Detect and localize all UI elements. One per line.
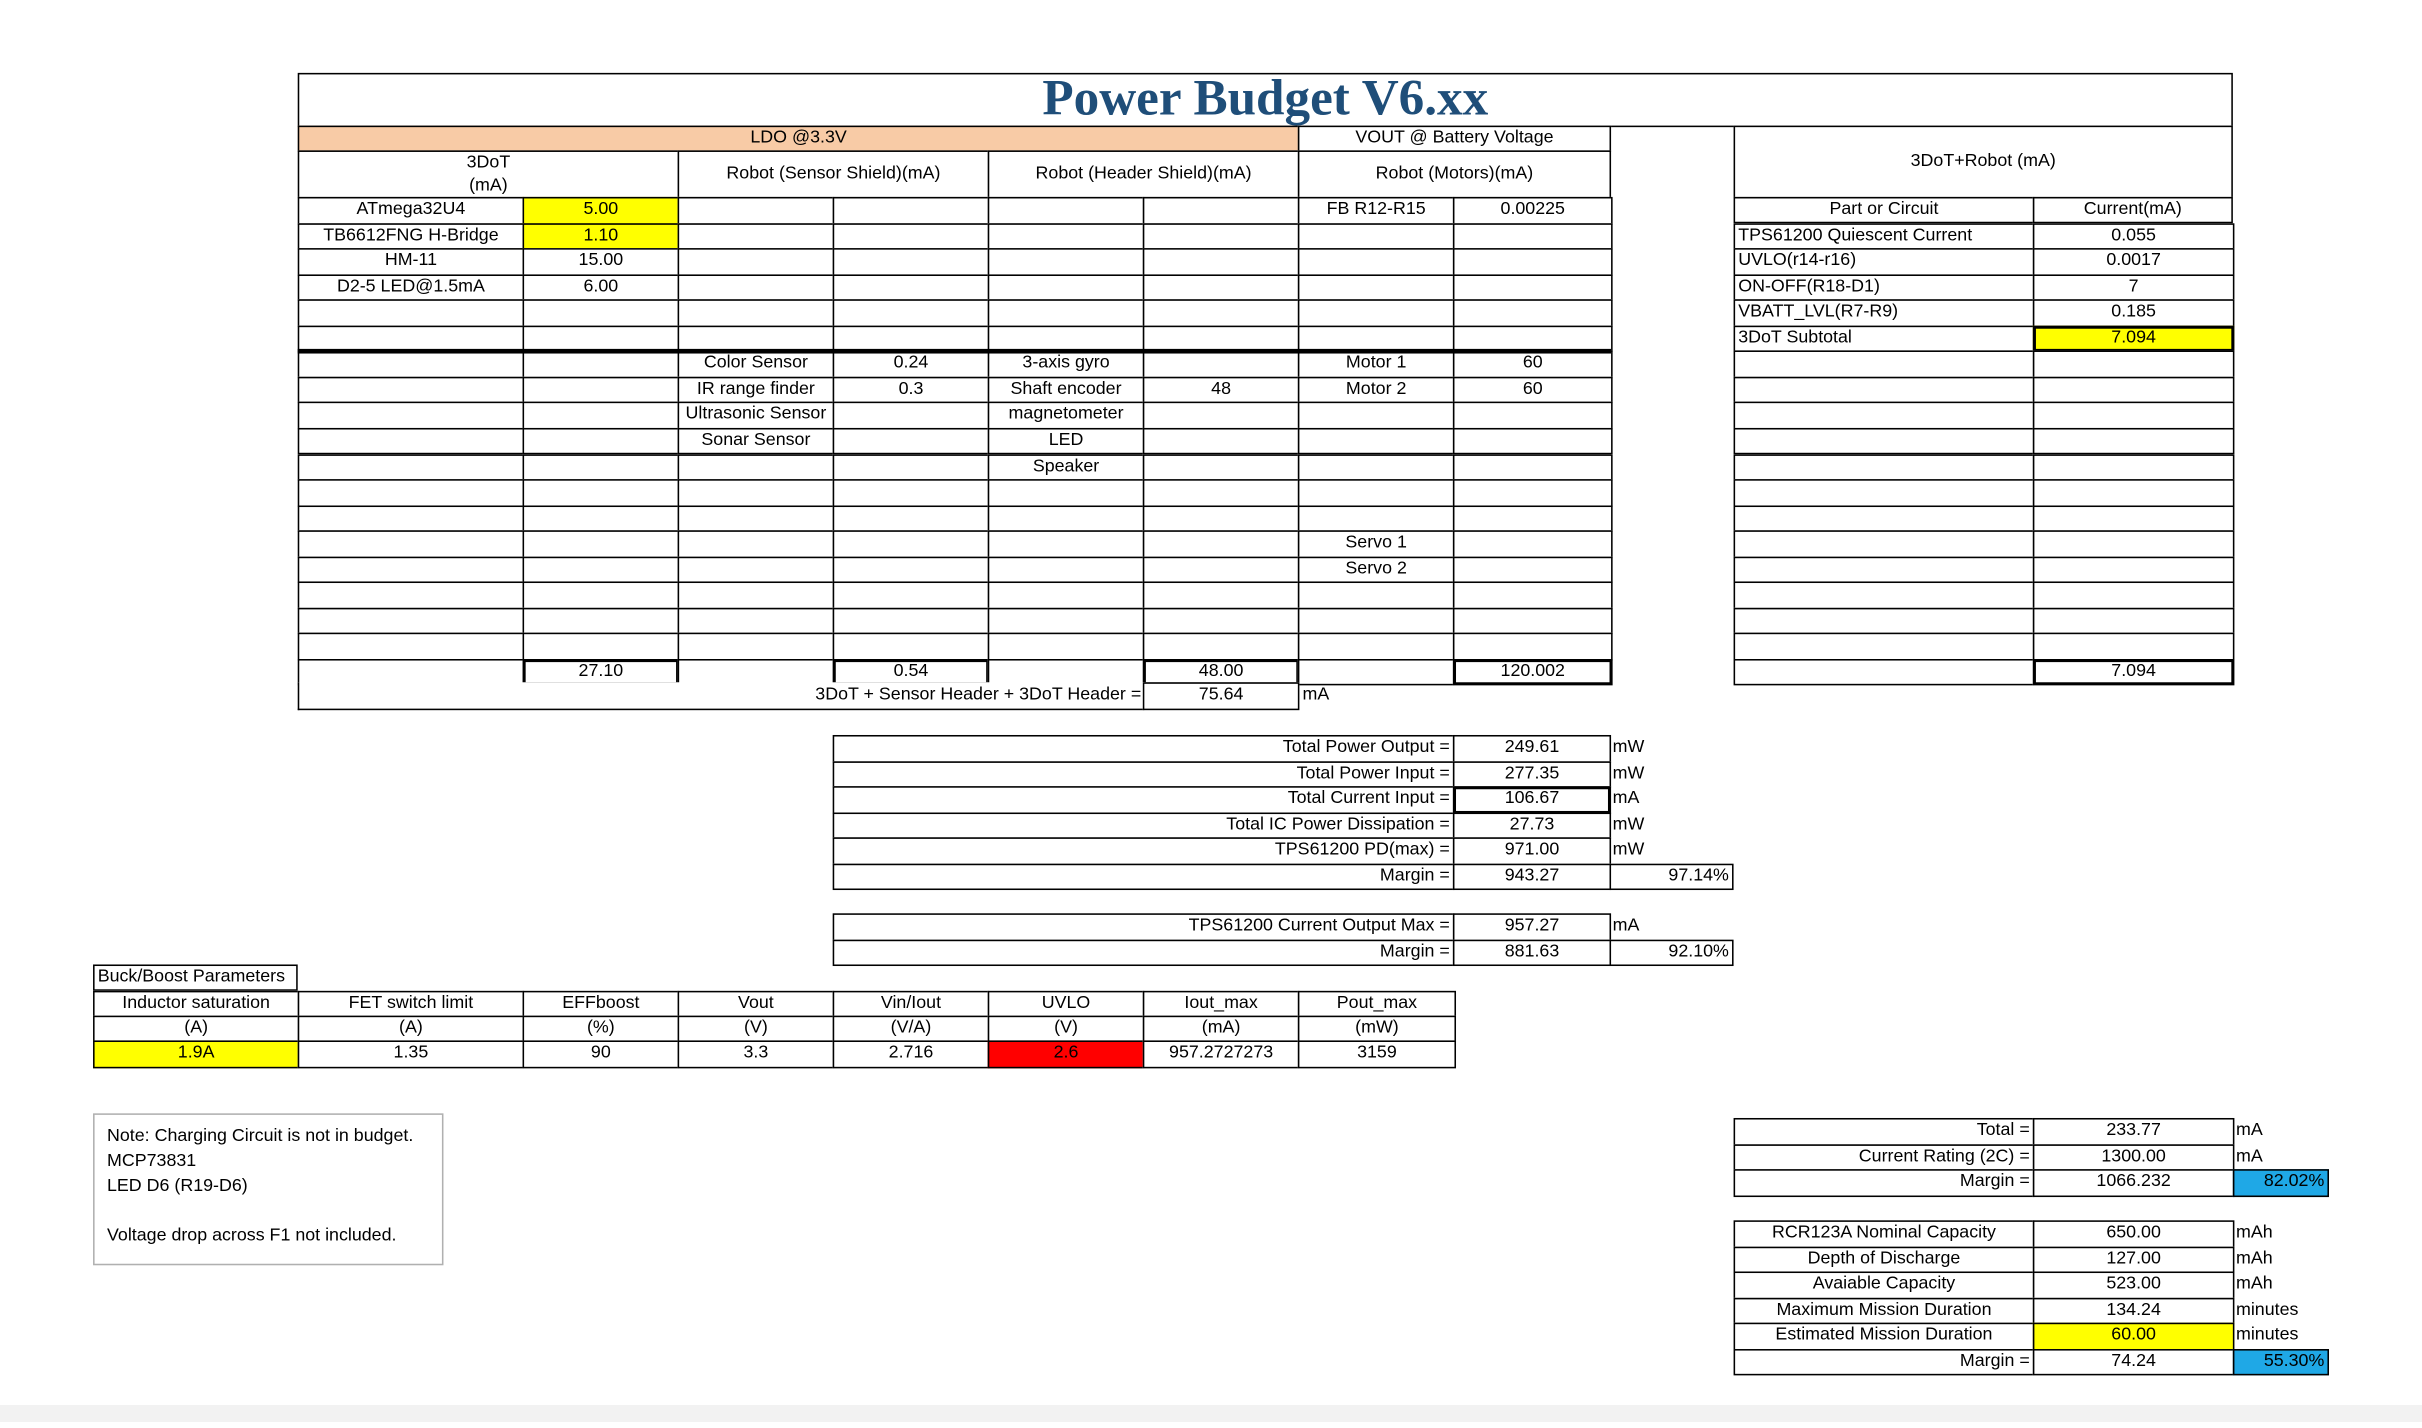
grid-cell: [2033, 428, 2235, 455]
battery-value: 1066.232: [2033, 1169, 2235, 1196]
grid-cell: [2033, 479, 2235, 506]
section-separator: [298, 349, 1611, 354]
battery-unit: mA: [2235, 1121, 2263, 1140]
grid-cell: [523, 300, 680, 327]
ldo-band: LDO @3.3V: [298, 126, 1300, 152]
note-line: Note: Charging Circuit is not in budget.: [106, 1127, 414, 1146]
summary-value: 943.27: [1453, 863, 1611, 890]
param-value: 2.716: [833, 1040, 990, 1068]
capacity-unit: mAh: [2235, 1223, 2273, 1243]
sensor-current: [833, 402, 990, 429]
grid-cell: [1298, 582, 1455, 609]
param-value: 3.3: [678, 1040, 835, 1068]
capacity-unit: minutes: [2235, 1325, 2299, 1345]
grid-cell: [678, 608, 835, 635]
sensor-name: Sonar Sensor: [678, 428, 835, 455]
summary-unit: mW: [1612, 814, 1645, 834]
grid-cell: [523, 454, 680, 481]
motors-header: Robot (Motors)(mA): [1298, 150, 1611, 198]
grid-cell: [678, 633, 835, 660]
grid-cell: [1143, 197, 1300, 224]
grid-cell: [1143, 505, 1300, 532]
grid-cell: [833, 197, 990, 224]
circuit-current: 7: [2033, 274, 2235, 301]
param-name: Iout_max: [1143, 991, 1300, 1017]
grid-cell: [298, 479, 524, 506]
summary-unit: mA: [1612, 789, 1640, 808]
summary-label: TPS61200 Current Output Max =: [833, 913, 1455, 940]
grid-cell: [523, 402, 680, 429]
buck-boost-title: Buck/Boost Parameters: [93, 964, 298, 990]
param-name: Inductor saturation: [93, 991, 299, 1017]
header-device-current: [1143, 351, 1300, 378]
grid-cell: [833, 633, 990, 660]
param-name: EFFboost: [523, 991, 680, 1017]
summary-value: 277.35: [1453, 761, 1611, 788]
motor-component-name: FB R12-R15: [1298, 197, 1455, 224]
grid-cell: [678, 556, 835, 583]
grid-cell: [523, 479, 680, 506]
grid-cell: [988, 633, 1145, 660]
param-value: 957.2727273: [1143, 1040, 1300, 1068]
grid-cell: [1734, 402, 2035, 429]
grid-cell: [1453, 608, 1613, 635]
param-value: 90: [523, 1040, 680, 1068]
capacity-unit: mAh: [2235, 1274, 2273, 1294]
note-line: LED D6 (R19-D6): [106, 1176, 248, 1196]
summary-label: Margin =: [833, 863, 1455, 890]
header-shield-header: Robot (Header Shield)(mA): [988, 150, 1300, 198]
grid-cell: [833, 454, 990, 481]
grid-cell: [1298, 608, 1455, 635]
param-name: Vin/Iout: [833, 991, 990, 1017]
grid-cell: [988, 479, 1145, 506]
grid-cell: [523, 608, 680, 635]
grid-cell: [2033, 608, 2235, 635]
three-dot-header-unit: (mA): [469, 175, 508, 195]
grid-cell: [988, 556, 1145, 583]
grid-cell: [2033, 556, 2235, 583]
capacity-value: 60.00: [2033, 1323, 2235, 1350]
param-unit: (mW): [1298, 1016, 1456, 1042]
param-name: UVLO: [988, 991, 1145, 1017]
grid-cell: [523, 531, 680, 558]
grid-cell: [1453, 505, 1613, 532]
grid-cell: [833, 608, 990, 635]
grid-cell: [1734, 556, 2035, 583]
robot-total-subtotal: 7.094: [2033, 659, 2235, 686]
battery-margin-percent: 82.02%: [2233, 1169, 2329, 1196]
grid-cell: [523, 351, 680, 378]
circuit-name: 3DoT Subtotal: [1734, 325, 2035, 352]
capacity-value: 523.00: [2033, 1271, 2235, 1298]
header-device-name: 3-axis gyro: [988, 351, 1145, 378]
grid-cell: [678, 531, 835, 558]
grid-cell: [1143, 608, 1300, 635]
grid-cell: [678, 197, 835, 224]
capacity-label: Margin =: [1734, 1348, 2035, 1375]
summary-margin-percent: 92.10%: [1610, 939, 1734, 966]
battery-label: Total =: [1734, 1118, 2035, 1145]
grid-cell: [678, 582, 835, 609]
grid-cell: [1298, 454, 1455, 481]
vout-band: VOUT @ Battery Voltage: [1298, 126, 1611, 152]
grid-cell: [1298, 223, 1455, 250]
grid-cell: [1734, 582, 2035, 609]
header-sum-value: 75.64: [1143, 682, 1300, 710]
grid-cell: [1143, 274, 1300, 301]
param-value: 1.9A: [93, 1040, 299, 1068]
header-device-current: 48: [1143, 377, 1300, 404]
header-device-name: Speaker: [988, 454, 1145, 481]
capacity-label: Estimated Mission Duration: [1734, 1323, 2035, 1350]
grid-cell: [988, 300, 1145, 327]
battery-label: Current Rating (2C) =: [1734, 1144, 2035, 1171]
header-device-name: magnetometer: [988, 402, 1145, 429]
component-name: HM-11: [298, 248, 524, 275]
circuit-name: ON-OFF(R18-D1): [1734, 274, 2035, 301]
param-name: FET switch limit: [298, 991, 524, 1017]
grid-cell: [1453, 556, 1613, 583]
three-dot-header: [298, 150, 679, 198]
grid-cell: [298, 377, 524, 404]
circuit-current: 0.0017: [2033, 248, 2235, 275]
grid-cell: [1734, 531, 2035, 558]
grid-cell: [678, 248, 835, 275]
grid-cell: [833, 300, 990, 327]
grid-cell: [1298, 402, 1455, 429]
grid-cell: [523, 505, 680, 532]
grid-cell: [678, 274, 835, 301]
grid-cell: [1298, 248, 1455, 275]
motor-component-current: 0.00225: [1453, 197, 1613, 224]
grid-cell: [298, 351, 524, 378]
grid-cell: [1734, 454, 2035, 481]
summary-value: 971.00: [1453, 837, 1611, 864]
capacity-value: 74.24: [2033, 1348, 2235, 1375]
sensor-current: [833, 428, 990, 455]
capacity-value: 127.00: [2033, 1246, 2235, 1273]
grid-cell: [1143, 248, 1300, 275]
grid-cell: [1298, 428, 1455, 455]
grid-cell: [523, 377, 680, 404]
grid-cell: [2033, 402, 2235, 429]
header-device-current: [1143, 428, 1300, 455]
summary-unit: mA: [1612, 916, 1640, 936]
capacity-label: Depth of Discharge: [1734, 1246, 2035, 1273]
capacity-unit: minutes: [2235, 1300, 2299, 1319]
grid-cell: [298, 556, 524, 583]
grid-cell: [1298, 300, 1455, 327]
circuit-name: UVLO(r14-r16): [1734, 248, 2035, 275]
current-col-header: Current(mA): [2033, 197, 2233, 223]
header-device-current: [1143, 402, 1300, 429]
grid-cell: [523, 633, 680, 660]
grid-cell: [1734, 351, 2035, 378]
grid-cell: [1298, 505, 1455, 532]
grid-cell: [523, 556, 680, 583]
circuit-current: 0.185: [2033, 300, 2235, 327]
grid-cell: [1453, 428, 1613, 455]
motor-name: Motor 1: [1298, 351, 1455, 378]
grid-cell: [1453, 223, 1613, 250]
param-unit: (V/A): [833, 1016, 990, 1042]
motor-name: Motor 2: [1298, 377, 1455, 404]
grid-cell: [833, 223, 990, 250]
summary-unit: mW: [1612, 840, 1645, 860]
grid-cell: [1453, 479, 1613, 506]
component-name: TB6612FNG H-Bridge: [298, 223, 524, 250]
grid-cell: [833, 556, 990, 583]
capacity-label: RCR123A Nominal Capacity: [1734, 1220, 2035, 1247]
summary-label: Total Power Input =: [833, 761, 1455, 788]
component-current: 6.00: [523, 274, 680, 301]
grid-cell: [298, 428, 524, 455]
param-unit: (%): [523, 1016, 680, 1042]
header-device-current: [1143, 454, 1300, 481]
grid-cell: [988, 223, 1145, 250]
grid-cell: [1734, 428, 2035, 455]
grid-cell: [833, 248, 990, 275]
param-value: 1.35: [298, 1040, 524, 1068]
summary-value: 881.63: [1453, 939, 1611, 966]
param-value: 3159: [1298, 1040, 1456, 1068]
grid-cell: [833, 582, 990, 609]
note-box: [93, 1113, 443, 1265]
grid-cell: [2033, 454, 2235, 481]
bottom-strip: [0, 1405, 2422, 1422]
grid-cell: [1453, 531, 1613, 558]
param-unit: (A): [298, 1016, 524, 1042]
component-current: 5.00: [523, 197, 680, 224]
param-unit: (mA): [1143, 1016, 1300, 1042]
servo-name: Servo 1: [1298, 531, 1455, 558]
battery-value: 1300.00: [2033, 1144, 2235, 1171]
header-device-name: LED: [988, 428, 1145, 455]
grid-cell: [1734, 377, 2035, 404]
grid-cell: [833, 531, 990, 558]
grid-cell: [988, 531, 1145, 558]
sensor-current: 0.3: [833, 377, 990, 404]
grid-cell: [298, 582, 524, 609]
param-unit: (V): [988, 1016, 1145, 1042]
grid-cell: [298, 633, 524, 660]
param-name: Vout: [678, 991, 835, 1017]
capacity-label: Maximum Mission Duration: [1734, 1297, 2035, 1324]
summary-label: Total Power Output =: [833, 735, 1455, 762]
grid-cell: [1453, 582, 1613, 609]
grid-cell: [678, 223, 835, 250]
capacity-margin-percent: 55.30%: [2233, 1348, 2329, 1375]
motor-current: 60: [1453, 351, 1613, 378]
motor-current: 60: [1453, 377, 1613, 404]
page-title: Power Budget V6.xx: [298, 73, 2233, 127]
summary-value: 249.61: [1453, 735, 1611, 762]
grid-cell: [988, 505, 1145, 532]
battery-value: 233.77: [2033, 1118, 2235, 1145]
summary-unit: mW: [1612, 738, 1645, 757]
grid-cell: [1298, 633, 1455, 660]
capacity-value: 650.00: [2033, 1220, 2235, 1247]
grid-cell: [1143, 556, 1300, 583]
grid-cell: [1734, 633, 2035, 660]
note-line: [107, 1199, 430, 1224]
sensor-current: 0.24: [833, 351, 990, 378]
battery-label: Margin =: [1734, 1169, 2035, 1196]
sensor-shield-header: Robot (Sensor Shield)(mA): [678, 150, 990, 198]
capacity-unit: mAh: [2235, 1249, 2273, 1268]
param-unit: (A): [93, 1016, 299, 1042]
grid-cell: [1453, 633, 1613, 660]
part-circuit-col-header: Part or Circuit: [1734, 197, 2035, 223]
grid-cell: [1453, 300, 1613, 327]
component-name: ATmega32U4: [298, 197, 524, 224]
grid-cell: [2033, 633, 2235, 660]
note-line: Voltage drop across F1 not included.: [106, 1226, 397, 1246]
grid-cell: [988, 248, 1145, 275]
component-current: 15.00: [523, 248, 680, 275]
grid-cell: [1734, 505, 2035, 532]
sensor-subtotal: 0.54: [833, 659, 990, 686]
grid-cell: [298, 402, 524, 429]
circuit-name: TPS61200 Quiescent Current: [1734, 223, 2035, 250]
grid-cell: [988, 274, 1145, 301]
grid-cell: [833, 479, 990, 506]
grid-cell: [1298, 479, 1455, 506]
circuit-current: 0.055: [2033, 223, 2235, 250]
param-value: 2.6: [988, 1040, 1145, 1068]
grid-cell: [298, 531, 524, 558]
grid-cell: [2033, 377, 2235, 404]
grid-cell: [298, 608, 524, 635]
grid-cell: [298, 300, 524, 327]
grid-cell: [1734, 659, 2035, 686]
grid-cell: [1734, 608, 2035, 635]
grid-cell: [678, 300, 835, 327]
sensor-name: Ultrasonic Sensor: [678, 402, 835, 429]
param-unit: (V): [678, 1016, 835, 1042]
summary-label: Total Current Input =: [833, 786, 1455, 813]
summary-value: 957.27: [1453, 913, 1611, 940]
note-line: MCP73831: [106, 1152, 197, 1171]
grid-cell: [1143, 531, 1300, 558]
sensor-name: IR range finder: [678, 377, 835, 404]
grid-cell: [833, 274, 990, 301]
grid-cell: [1453, 248, 1613, 275]
grid-cell: [523, 428, 680, 455]
grid-cell: [1143, 479, 1300, 506]
summary-label: TPS61200 PD(max) =: [833, 837, 1455, 864]
summary-label: Margin =: [833, 939, 1455, 966]
summary-label: Total IC Power Dissipation =: [833, 812, 1455, 839]
grid-cell: [678, 479, 835, 506]
grid-cell: [1143, 223, 1300, 250]
header-device-name: Shaft encoder: [988, 377, 1145, 404]
motors-subtotal: 120.002: [1453, 659, 1613, 686]
grid-cell: [1453, 402, 1613, 429]
capacity-value: 134.24: [2033, 1297, 2235, 1324]
three-dot-header-label: 3DoT: [466, 152, 511, 172]
grid-cell: [523, 582, 680, 609]
grid-cell: [1143, 300, 1300, 327]
grid-cell: [2033, 505, 2235, 532]
component-name: D2-5 LED@1.5mA: [298, 274, 524, 301]
grid-cell: [988, 582, 1145, 609]
grid-cell: [678, 454, 835, 481]
sensor-name: Color Sensor: [678, 351, 835, 378]
circuit-current: 7.094: [2033, 325, 2235, 352]
capacity-label: Avaiable Capacity: [1734, 1271, 2035, 1298]
grid-cell: [2033, 531, 2235, 558]
param-name: Pout_max: [1298, 991, 1456, 1017]
battery-unit: mA: [2235, 1146, 2263, 1166]
grid-cell: [988, 608, 1145, 635]
circuit-name: VBATT_LVL(R7-R9): [1734, 300, 2035, 327]
header-sum-label: 3DoT + Sensor Header + 3DoT Header =: [298, 682, 1145, 710]
grid-cell: [1453, 454, 1613, 481]
summary-unit: mW: [1612, 763, 1645, 783]
three-dot-subtotal: 27.10: [523, 659, 680, 686]
summary-margin-percent: 97.14%: [1610, 863, 1734, 890]
grid-cell: [833, 505, 990, 532]
grid-cell: [1453, 274, 1613, 301]
grid-cell: [2033, 351, 2235, 378]
grid-cell: [298, 454, 524, 481]
grid-cell: [298, 505, 524, 532]
grid-cell: [1143, 633, 1300, 660]
grid-cell: [678, 505, 835, 532]
grid-cell: [1143, 582, 1300, 609]
header-sum-unit: mA: [1302, 685, 1330, 705]
summary-value: 106.67: [1453, 786, 1611, 813]
header-subtotal: 48.00: [1143, 659, 1300, 686]
grid-cell: [1298, 274, 1455, 301]
component-current: 1.10: [523, 223, 680, 250]
servo-name: Servo 2: [1298, 556, 1455, 583]
grid-cell: [1734, 479, 2035, 506]
grid-cell: [988, 197, 1145, 224]
summary-value: 27.73: [1453, 812, 1611, 839]
grid-cell: [2033, 582, 2235, 609]
robot-total-header: 3DoT+Robot (mA): [1734, 126, 2233, 199]
